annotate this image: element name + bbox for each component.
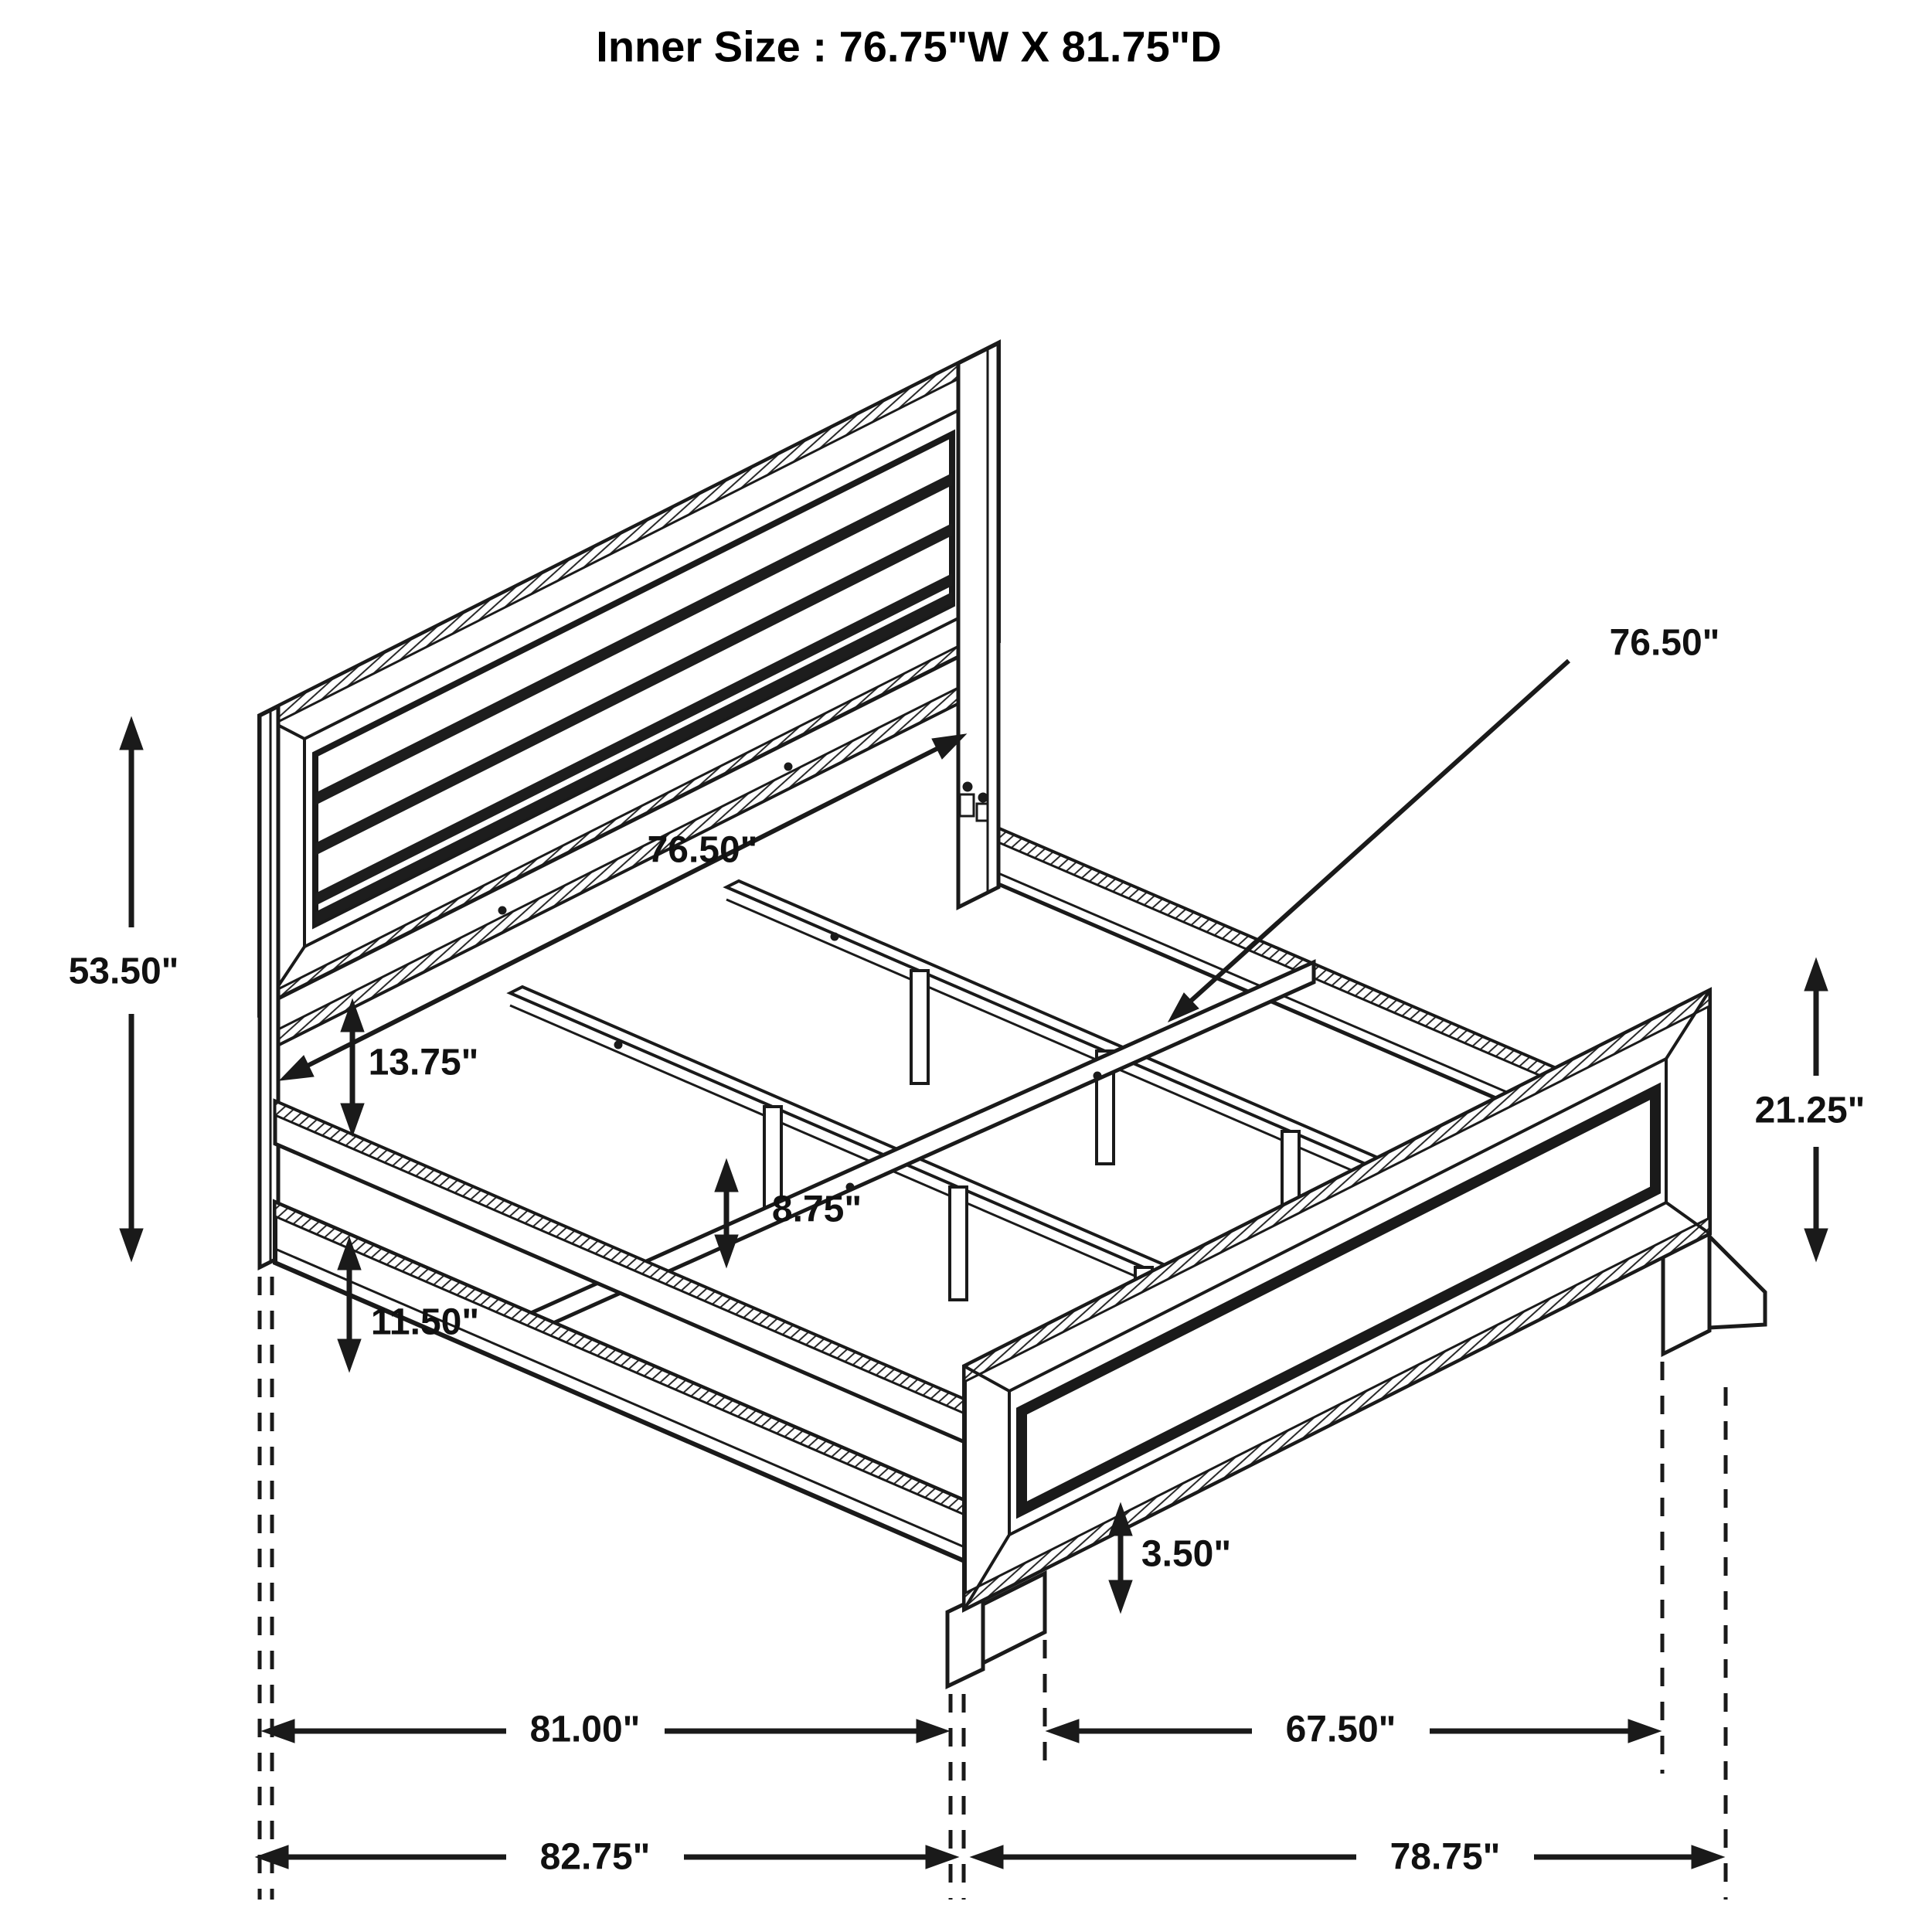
foot-bracket [1709, 1236, 1765, 1328]
dim-inner-width-top-leader [1168, 661, 1569, 1022]
footboard [947, 991, 1765, 1686]
dimension-label-foot-height: 3.50" [1141, 1533, 1232, 1575]
dimension-label-rail-gap: 13.75" [368, 1042, 479, 1083]
dimension-label-footboard-height: 21.25" [1754, 1090, 1866, 1131]
dimension-label-length-inner: 81.00" [529, 1709, 641, 1750]
dim-width-overall [971, 1845, 1724, 1869]
dimension-label-leg-height: 8.75" [771, 1189, 862, 1230]
dimension-label-length-overall: 82.75" [539, 1836, 651, 1878]
dimension-label-inner-width-top: 76.50" [1609, 622, 1720, 664]
dimension-label-rail-floor: 11.50" [370, 1301, 480, 1343]
dimension-label-between-feet: 67.50" [1285, 1709, 1396, 1750]
dimension-label-width-overall: 78.75" [1389, 1836, 1501, 1878]
dimension-label-inner-width-mid: 76.50" [647, 829, 758, 871]
dim-rail-gap [341, 999, 364, 1136]
page-title: Inner Size : 76.75"W X 81.75"D [596, 22, 1222, 71]
headboard [260, 343, 998, 1014]
dimension-label-headboard-height: 53.50" [68, 951, 179, 992]
